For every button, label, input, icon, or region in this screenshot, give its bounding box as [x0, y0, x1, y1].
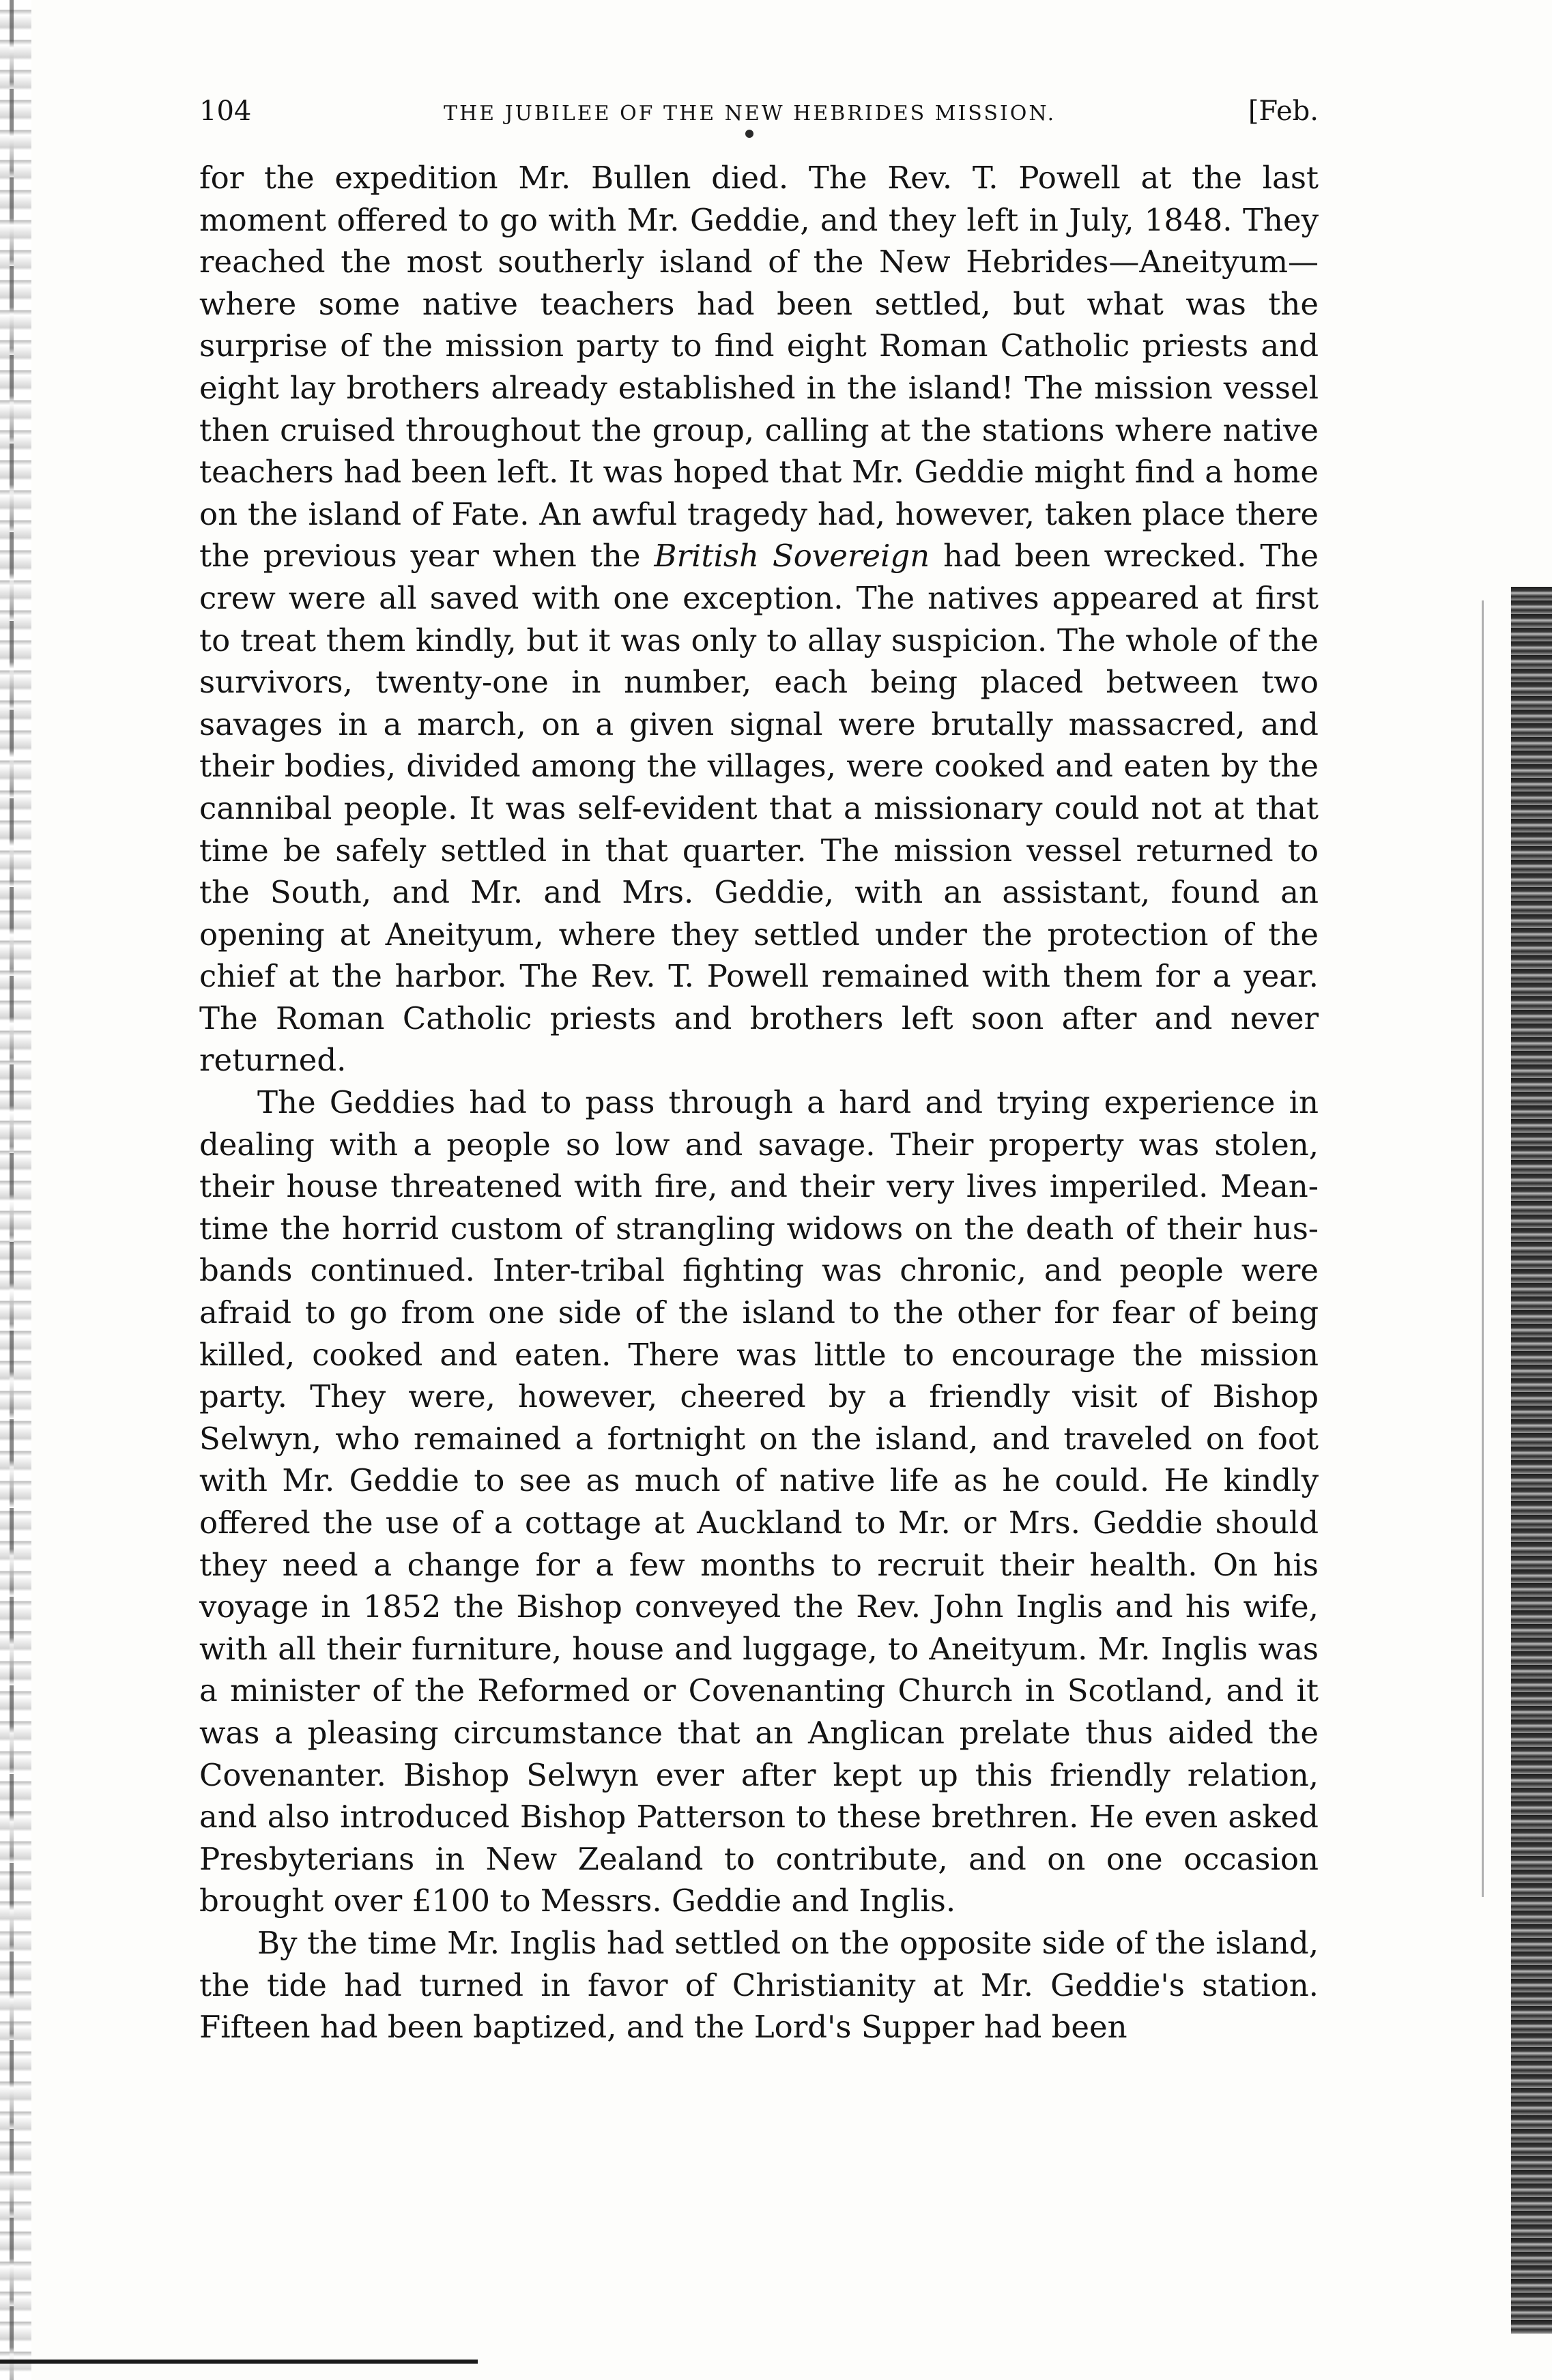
paragraph-1-text-end: had been wrecked. The crew were all saved with one exception. The natives appeared at first to treat them kindly, but it was only to allay suspicion. The whole of the survivors, twenty-one in number, each being placed between two savages in a march, on a given signal were brutally massacred, and their bodies, divided among the villages, were cooked and eaten by the cannibal people. It was self-evident that a missionary could not at that time be safely settled in that quarter. The mission vessel returned to the South, and Mr. and Mrs. Geddie, with an assistant, found an opening at Aneityum, where they settled under the protection of the chief at the harbor. The Rev. T. Powell remained with them for a year. The Roman Catholic priests and brothers left soon after and never returned. [199, 538, 1319, 1079]
ship-name: British Sovereign [654, 538, 930, 575]
scan-edge-right-line [1482, 600, 1484, 1897]
paragraph-3: By the time Mr. Inglis had settled on the opposite side of the island, the tide had turned in favor of Christianity at Mr. Geddie's station. Fifteen had been baptized, and the Lord's Supper had been [199, 1924, 1319, 2046]
header-dot [745, 130, 753, 138]
scan-edge-left-line [10, 0, 14, 2380]
running-title: THE JUBILEE OF THE NEW HEBRIDES MISSION. [444, 102, 1057, 126]
book-page [199, 96, 1319, 2048]
running-head [199, 96, 1319, 136]
scan-edge-right [1511, 587, 1552, 2334]
body-text [199, 157, 1319, 2048]
paragraph-2: The Geddies had to pass through a hard and trying experience in dealing with a people so low and savage. Their property was stolen, their house threatened with fire, and their very lives imperiled. Meantime the horrid custom of strangling widows on the death of their husbands continued. Inter-tribal fighting was chronic, and people were afraid to go from one side of the island to the other for fear of being killed, cooked and eaten. There was little to encourage the mission party. They were, however, cheered by a friendly visit of Bishop Selwyn, who remained a fortnight on the island, and traveled on foot with Mr. Geddie to see as much of native life as he could. He kindly offered the use of a cottage at Auckland to Mr. or Mrs. Geddie should they need a change for a few months to recruit their health. On his voyage in 1852 the Bishop conveyed the Rev. John Inglis and his wife, with all their furniture, house and luggage, to Aneityum. Mr. Inglis was a minister of the Reformed or Covenanting Church in Scotland, and it was a pleasing circumstance that an Anglican prelate thus aided the Covenanter. Bishop Selwyn ever after kept up this friendly relation, and also introduced Bishop Patterson to these brethren. He even asked Presbyterians in New Zealand to contribute, and on one occasion brought over £100 to Messrs. Geddie and Inglis. [199, 1084, 1319, 1919]
page-number: 104 [199, 96, 252, 127]
scan-edge-left [0, 0, 31, 2380]
running-date: [Feb. [1248, 96, 1319, 127]
bottom-rule [0, 2360, 478, 2364]
paragraph-1 [199, 157, 1319, 1082]
paragraph-1-text: for the expedition Mr. Bullen died. The Rev. T. Powell at the last moment offered to go with Mr. Geddie, and they left in July, 1848. They reached the most southerly island of the New Hebrides—Aneityum—where some native teachers had been settled, but what was the surprise of the mission party to find eight Roman Catholic priests and eight lay brothers already established in the island! The mission vessel then cruised throughout the group, calling at the stations where native teachers had been left. It was hoped that Mr. Geddie might find a home on the island of Fate. An awful tragedy had, however, taken place there the previous year when the [199, 160, 1319, 575]
